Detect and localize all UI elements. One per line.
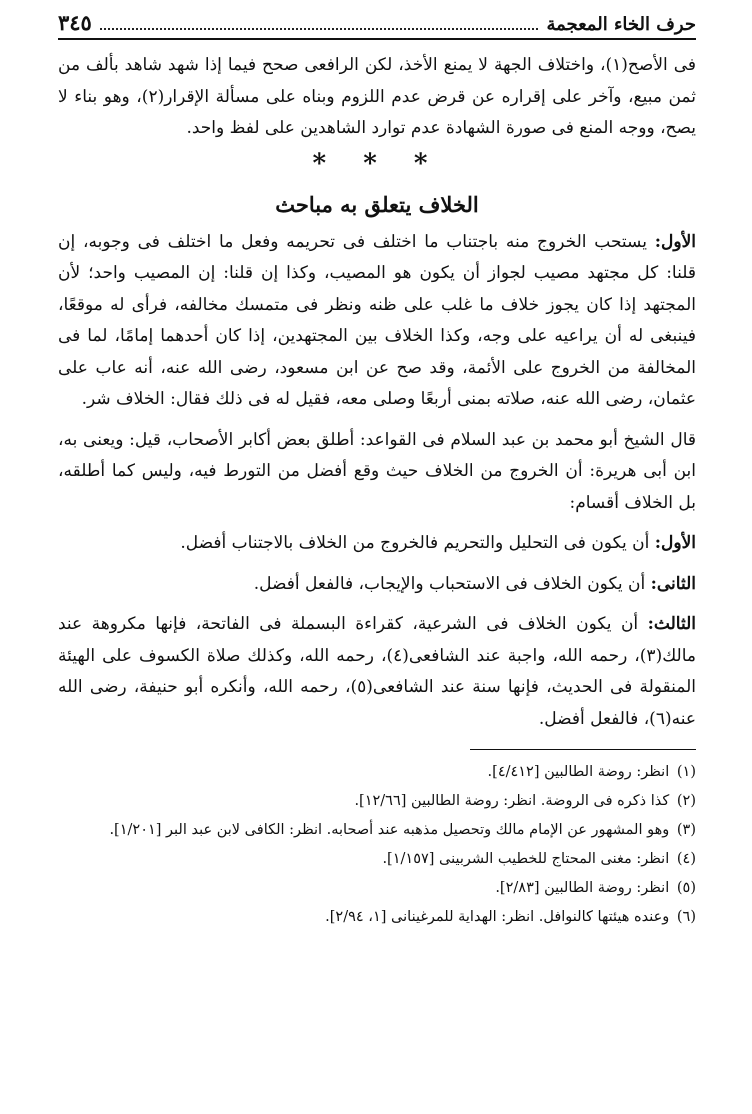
footnote-text: انظر: روضة الطالبين [٤/٤١٢]. xyxy=(487,764,670,780)
section-separator: * * * xyxy=(312,148,442,179)
footnote-item xyxy=(58,787,696,816)
footnote-number: (١) xyxy=(676,764,696,780)
footnote-item xyxy=(58,845,696,874)
paragraph-text: أن يكون الخلاف فى الاستحباب والإيجاب، فالفعل أفضل. xyxy=(253,573,651,594)
footnote-item xyxy=(58,874,696,903)
paragraph-text: أن يكون فى التحليل والتحريم فالخروج من الخلاف بالاجتناب أفضل. xyxy=(180,533,655,553)
paragraph-text: أن يكون الخلاف فى الشرعية، كقراءة البسملة فى الفاتحة، فإنها مكروهة عند مالك(٣)، رحمه الله، واجبة عند الشافعى(٤)، رحمه الله، وكذلك صلاة الكسوف على الهيئة المنقولة فى الحديث، فإنها سنة عند الشافعى(٥)، رحمه الله، وأنكره أبو حنيفة، رضى الله عنه(٦)، فالفعل أفضل. xyxy=(58,614,696,729)
footnote-text: انظر: روضة الطالبين [٢/٨٣]. xyxy=(495,880,670,896)
footnote-item xyxy=(58,758,696,787)
paragraph-text: قال الشيخ أبو محمد بن عبد السلام فى القواعد: أطلق بعض أكابر الأصحاب، قيل: ويعنى به، ابن أبى هريرة: أن الخروج من الخلاف حيث وقع أفضل من التورط فيه، وليس كما أطلقه، بل الخلاف أقسام: xyxy=(58,429,696,513)
footnote-item xyxy=(58,903,696,932)
body-paragraph-first xyxy=(58,227,696,416)
division-third xyxy=(58,609,696,735)
footnote-divider xyxy=(470,749,696,750)
intro-paragraph: فى الأصح(١)، واختلاف الجهة لا يمنع الأخذ، لكن الرافعى صحح فيما إذا شهد شاهد بألف من ثمن مبيع، وآخر على إقراره عن قرض عدم اللزوم وبناه على مسألة الإقرار(٢)، وهو بناء لا يصح، ووجه المنع فى صورة الشهادة عدم توارد الشاهدين على لفظ واحد. xyxy=(58,55,696,138)
running-header xyxy=(58,0,696,40)
paragraph-lead: الثالث: xyxy=(647,614,696,634)
footnote-text: وهو المشهور عن الإمام مالك وتحصيل مذهبه عند أصحابه. انظر: الكافى لابن عبد البر [١/٢٠١]. xyxy=(109,822,670,838)
footnote-number: (٤) xyxy=(676,851,696,867)
paragraph-lead: الأول: xyxy=(654,533,696,553)
body-paragraph-qawaid xyxy=(58,425,696,520)
footnote-number: (٣) xyxy=(676,822,696,838)
section-heading: الخلاف يتعلق به مباحث xyxy=(275,191,479,217)
paragraph-lead: الثانى: xyxy=(650,573,696,594)
footnotes xyxy=(58,758,696,932)
paragraph-lead: الأول: xyxy=(654,231,696,252)
footnote-text: انظر: مغنى المحتاج للخطيب الشربينى [١/١٥٧]. xyxy=(382,851,670,867)
footnote-number: (٥) xyxy=(676,880,696,896)
footnote-number: (٢) xyxy=(676,793,696,809)
division-second xyxy=(58,569,696,601)
division-first xyxy=(58,528,696,560)
footnote-text: وعنده هيئتها كالنوافل. انظر: الهداية للمرغينانى [١، ٢/٩٤]. xyxy=(325,909,670,925)
footnote-number: (٦) xyxy=(676,909,696,925)
page-number: ٣٤٥ xyxy=(58,10,92,35)
footnote-item xyxy=(58,816,696,845)
chapter-title: حرف الخاء المعجمة xyxy=(546,14,696,35)
footnote-text: كذا ذكره فى الروضة. انظر: روضة الطالبين [١٢/٦٦]. xyxy=(354,793,670,809)
paragraph-text: يستحب الخروج منه باجتناب ما اختلف فى تحريمه وفعل ما اختلف فى وجوبه، إن قلنا: كل مجتهد مصيب لجواز أن يكون هو المصيب، وكذا إن قلنا: إن المصيب واحد؛ لأن المجتهد إذا كان يجوز خلاف ما غلب على ظنه ونظر فى متمسك مخالفه، فرأى له موقعًا، فينبغى له أن يراعيه على وجه، وكذا الخلاف بين المجتهدين، إذا كان أحدهما إمامًا، لما فى المخالفة من الخروج على الأئمة، وقد صح عن ابن مسعود، رضى الله عنه، أنه عاب على عثمان، رضى الله عنه، صلاته بمنى أربعًا وصلى معه، فقيل له فى ذلك فقال: الخلاف شر. xyxy=(58,231,696,409)
leader-dots xyxy=(100,27,539,30)
